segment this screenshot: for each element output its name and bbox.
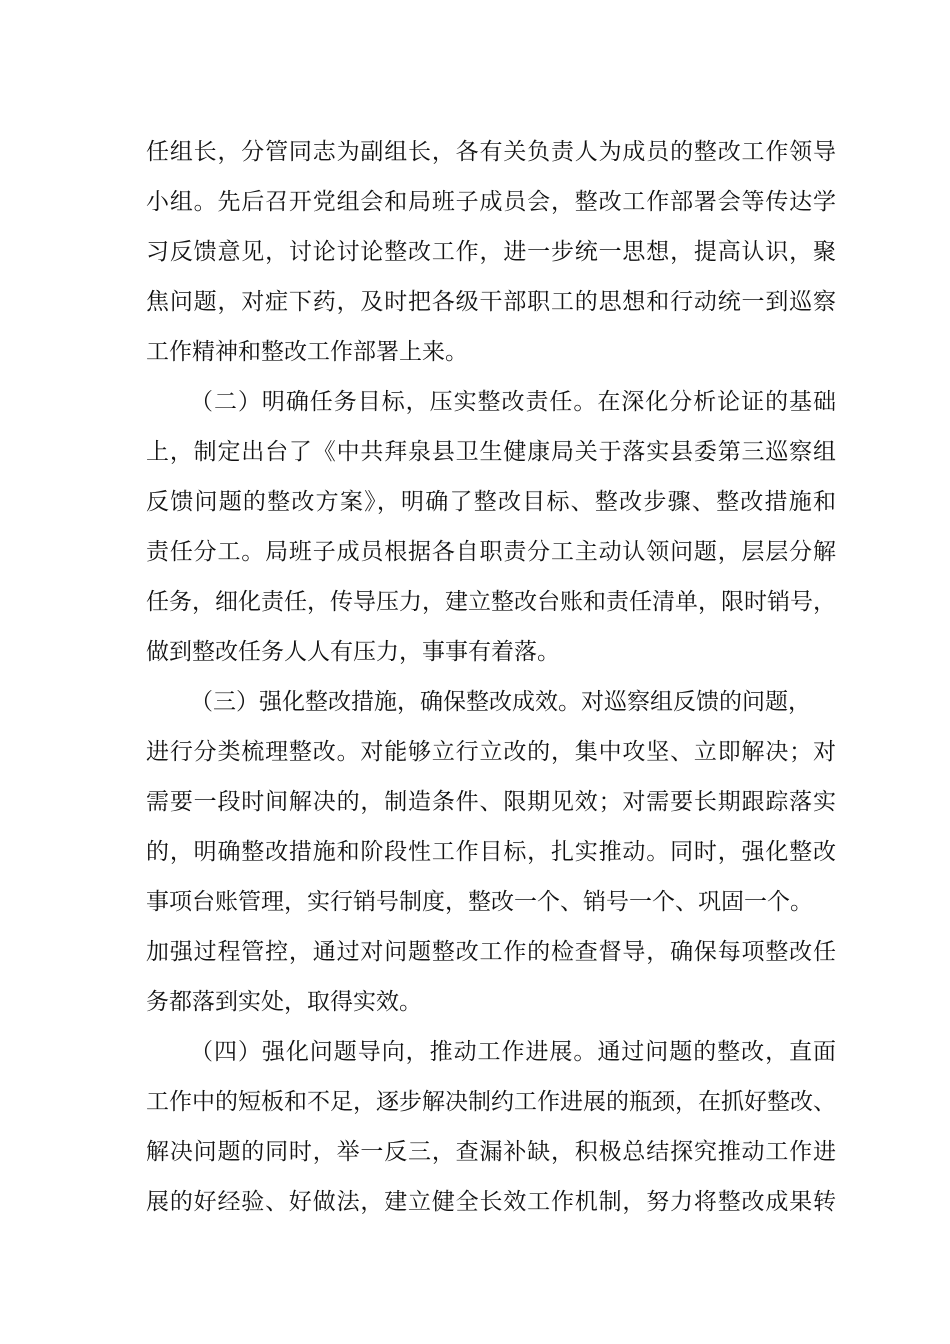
text-line: 展的好经验、好做法，建立健全长效工作机制，努力将整改成果转 bbox=[146, 1189, 836, 1215]
text-line: 进行分类梳理整改。对能够立行立改的，集中攻坚、立即解决；对 bbox=[146, 739, 836, 765]
text-line: 任组长，分管同志为副组长，各有关负责人为成员的整改工作领导 bbox=[146, 139, 836, 165]
text-line: 解决问题的同时，举一反三，查漏补缺，积极总结探究推动工作进 bbox=[146, 1139, 836, 1165]
text-line: 反馈问题的整改方案》，明确了整改目标、整改步骤、整改措施和 bbox=[146, 489, 836, 515]
text-line: 需要一段时间解决的，制造条件、限期见效；对需要长期跟踪落实 bbox=[146, 789, 836, 815]
text-line: 任务，细化责任，传导压力，建立整改台账和责任清单，限时销号， bbox=[146, 589, 836, 615]
text-line: 做到整改任务人人有压力，事事有着落。 bbox=[146, 639, 560, 665]
text-line: 上，制定出台了《中共拜泉县卫生健康局关于落实县委第三巡察组 bbox=[146, 439, 836, 465]
text-line: 小组。先后召开党组会和局班子成员会，整改工作部署会等传达学 bbox=[146, 189, 836, 215]
text-line: 责任分工。局班子成员根据各自职责分工主动认领问题，层层分解 bbox=[146, 539, 836, 565]
text-line: 习反馈意见，讨论讨论整改工作，进一步统一思想，提高认识，聚 bbox=[146, 239, 836, 265]
text-line: 的，明确整改措施和阶段性工作目标，扎实推动。同时，强化整改 bbox=[146, 839, 836, 865]
paragraph-heading-3: （三）强化整改措施，确保整改成效。对巡察组反馈的问题， bbox=[190, 689, 811, 715]
text-line: 加强过程管控，通过对问题整改工作的检查督导，确保每项整改任 bbox=[146, 939, 836, 965]
text-line: 务都落到实处，取得实效。 bbox=[146, 989, 422, 1015]
text-line: 事项台账管理，实行销号制度，整改一个、销号一个、巩固一个。 bbox=[146, 889, 813, 915]
text-line: 焦问题，对症下药，及时把各级干部职工的思想和行动统一到巡察 bbox=[146, 289, 836, 315]
text-line: 工作精神和整改工作部署上来。 bbox=[146, 339, 468, 365]
text-line: 工作中的短板和不足，逐步解决制约工作进展的瓶颈，在抓好整改、 bbox=[146, 1089, 836, 1115]
paragraph-heading-4: （四）强化问题导向，推动工作进展。通过问题的整改，直面 bbox=[190, 1039, 836, 1065]
paragraph-heading-2: （二）明确任务目标，压实整改责任。在深化分析论证的基础 bbox=[190, 389, 836, 415]
